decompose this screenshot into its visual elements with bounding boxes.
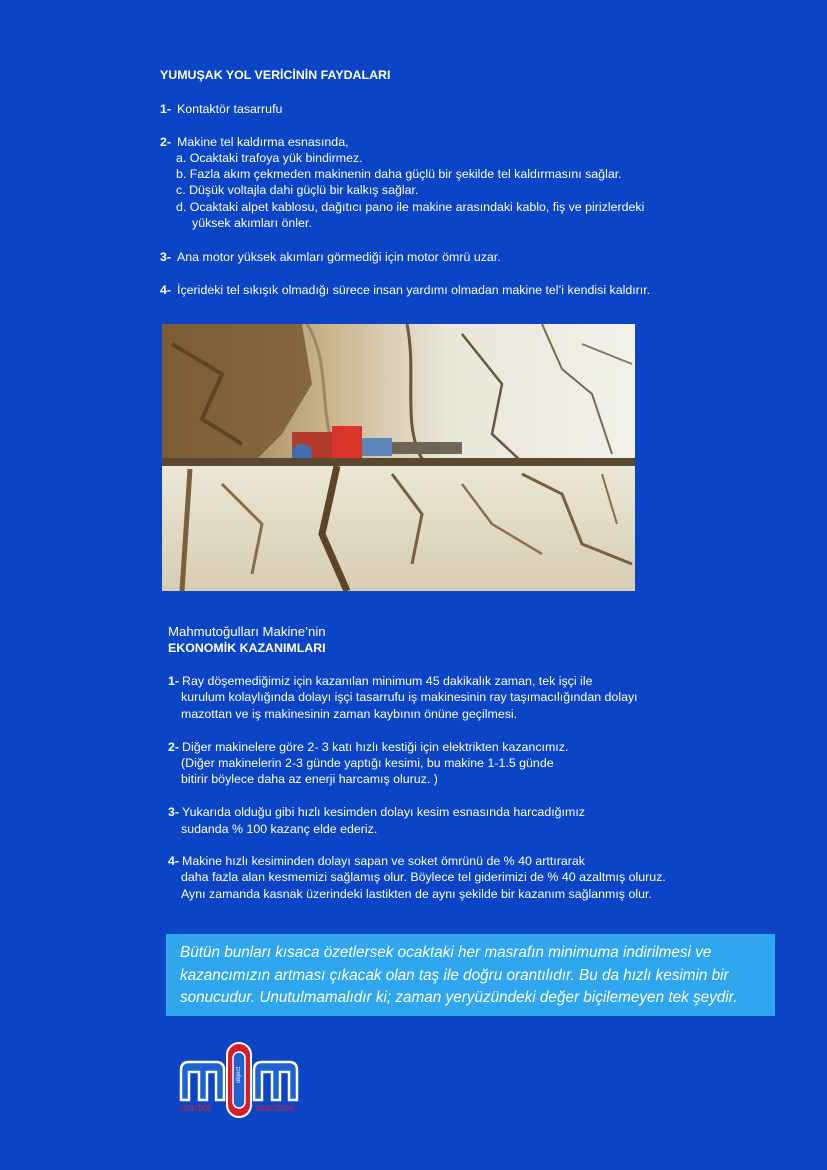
item-text: Ana motor yüksek akımları görmediği için motor ömrü uzar. xyxy=(177,250,501,264)
section1-item2-c: c. Düşük voltajla dahi güçlü bir kalkış sağlar. xyxy=(176,183,419,197)
section1-item4 xyxy=(160,282,650,298)
item-number: 1- xyxy=(160,102,172,116)
item-text: Ray döşemediğimiz için kazanılan minimum 45 dakikalık zaman, tek işçi ile xyxy=(182,674,593,688)
section1-item2 xyxy=(160,134,349,150)
section2-title: EKONOMİK KAZANIMLARI xyxy=(168,641,326,655)
summary-line2: kazancımızın artması çıkacak olan taş ile doğru orantılıdır. Bu da hızlı kesimin bir xyxy=(180,966,729,984)
section1-item2-d-line1: d. Ocaktaki alpet kablosu, dağıtıcı pano ile makine arasındaki kablo, fiş ve pirizlerdeki xyxy=(176,200,645,214)
item-text: Makine hızlı kesiminden dolayı sapan ve soket ömrünü de % 40 arttırarak xyxy=(182,854,585,868)
section2-item3-line1 xyxy=(168,804,585,820)
quarry-illustration xyxy=(162,324,635,591)
section1-title: YUMUŞAK YOL VERİCİNİN FAYDALARI xyxy=(160,68,391,82)
section2-item2-line1 xyxy=(168,739,568,755)
section2-item4-line3: Aynı zamanda kasnak üzerindeki lastikten de aynı şekilde bir kazanım sağlanmış olur. xyxy=(181,887,652,901)
section1-item1 xyxy=(160,101,282,117)
logo-left-text: marble xyxy=(180,1103,212,1114)
section1-item3 xyxy=(160,249,501,265)
item-number: 1- xyxy=(168,674,180,688)
section2-item2-line3: bitirir böylece daha az enerji harcamış oluruz. ) xyxy=(181,772,438,786)
logo-center-text: object xyxy=(236,1067,242,1084)
item-text: Kontaktör tasarrufu xyxy=(177,102,283,116)
section2-item2-line2: (Diğer makinelerin 2-3 günde yaptığı kesimi, bu makine 1-1.5 günde xyxy=(181,756,554,770)
logo-right-text: machine xyxy=(256,1103,296,1114)
item-number: 3- xyxy=(160,250,172,264)
section1-item2-d-line2: yüksek akımları önler. xyxy=(192,216,312,230)
section2-item3-line2: sudanda % 100 kazanç elde ederiz. xyxy=(181,822,378,836)
item-text: Diğer makinelere göre 2- 3 katı hızlı kestiği için elektrikten kazancımız. xyxy=(182,740,569,754)
item-number: 2- xyxy=(160,135,172,149)
section2-item1-line2: kurulum kolaylığında dolayı işçi tasarrufu iş makinesinin ray taşımacılığından dolayı xyxy=(181,690,638,704)
summary-box xyxy=(166,934,775,1016)
section2-item1-line1 xyxy=(168,673,592,689)
quarry-photo xyxy=(162,324,635,591)
item-number: 3- xyxy=(168,805,180,819)
company-logo xyxy=(178,1040,300,1120)
item-number: 2- xyxy=(168,740,180,754)
item-number: 4- xyxy=(160,283,172,297)
section1-item2-b: b. Fazla akım çekmeden makinenin daha güçlü bir şekilde tel kaldırmasını sağlar. xyxy=(176,167,622,181)
item-number: 4- xyxy=(168,854,180,868)
section2-subtitle: Mahmutoğulları Makine’nin xyxy=(168,624,326,639)
item-text: İçerideki tel sıkışık olmadığı sürece insan yardımı olmadan makine tel’i kendisi kaldırır. xyxy=(177,283,651,297)
section1-item2-a: a. Ocaktaki trafoya yük bindirmez. xyxy=(176,151,363,165)
section2-item4-line2: daha fazla alan kesmemizi sağlamış olur. Böylece tel giderimizi de % 40 azaltmış oluruz. xyxy=(181,870,666,884)
summary-line1: Bütün bunları kısaca özetlersek ocaktaki her masrafın minimuma indirilmesi ve xyxy=(180,944,712,961)
item-text: Yukarıda olduğu gibi hızlı kesimden dolayı kesim esnasında harcadığımız xyxy=(182,805,585,819)
section2-item4-line1 xyxy=(168,853,585,869)
item-text: Makine tel kaldırma esnasında, xyxy=(177,135,349,149)
summary-line3: sonucudur. Unutulmamalıdır ki; zaman yeryüzündeki değer biçilemeyen tek şeydir. xyxy=(180,989,738,1006)
section2-item1-line3: mazottan ve iş makinesinin zaman kaybının önüne geçilmesi. xyxy=(181,707,518,721)
